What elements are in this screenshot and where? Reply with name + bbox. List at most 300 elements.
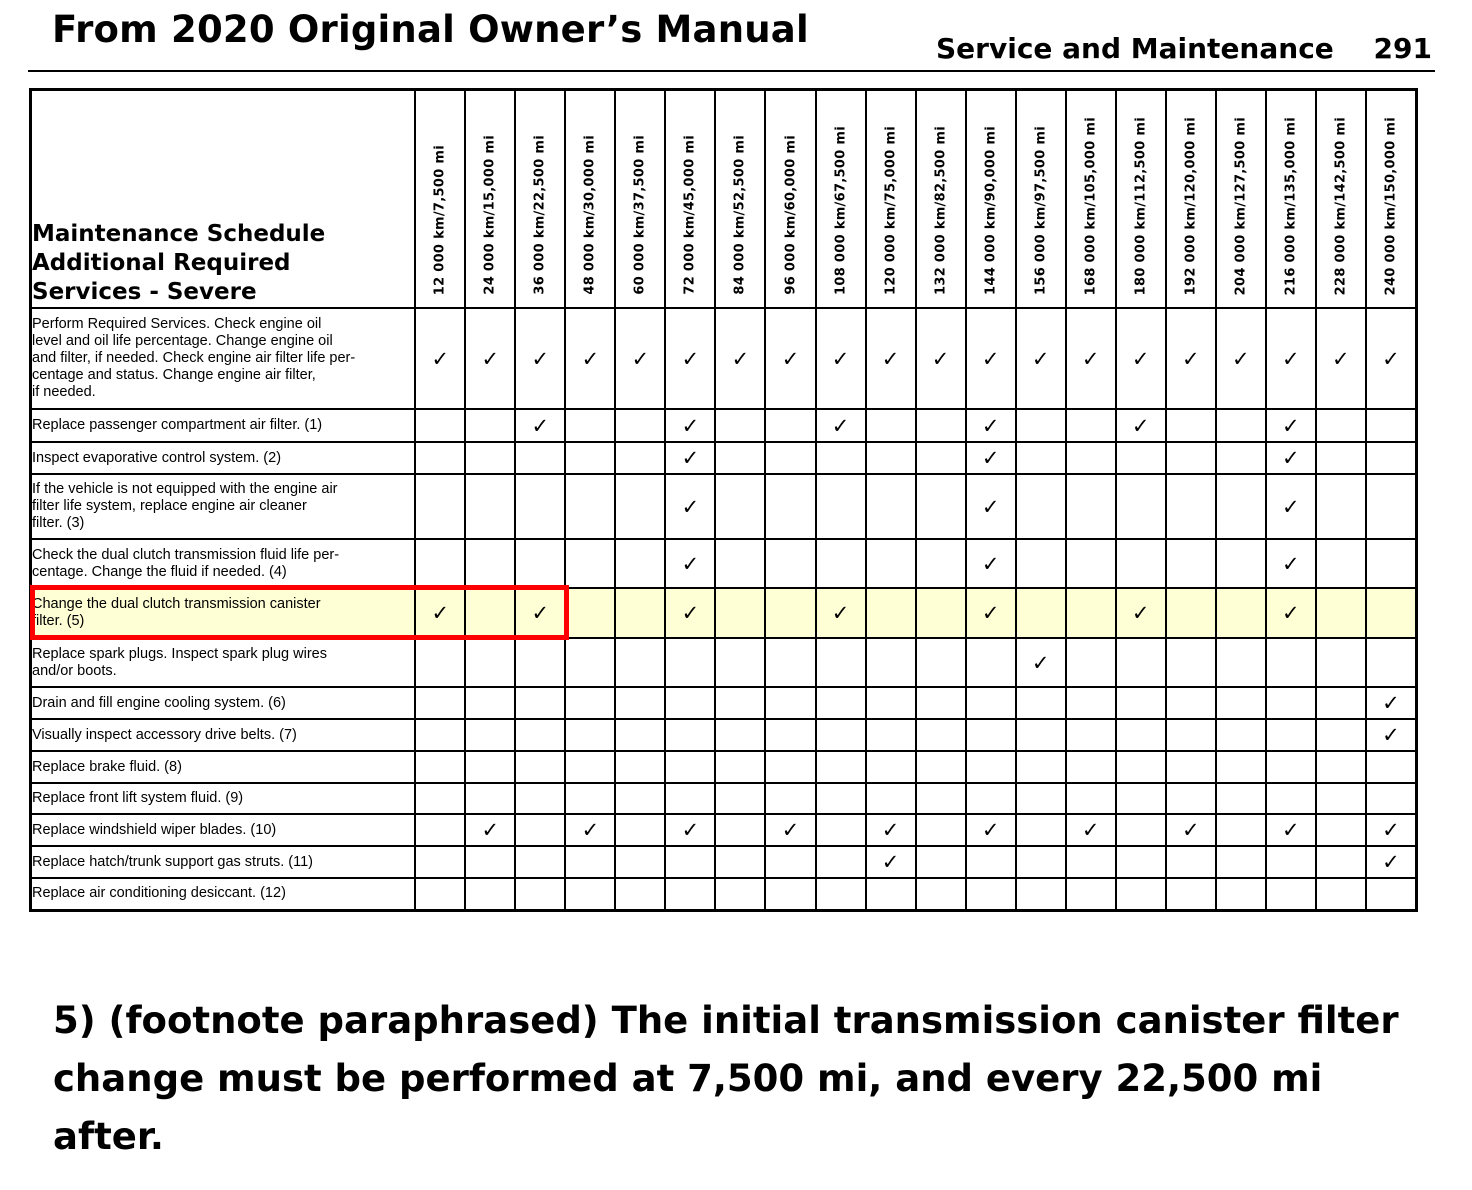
schedule-cell <box>1066 719 1116 751</box>
interval-label: 132 000 km/82,500 mi <box>933 126 949 295</box>
schedule-cell <box>916 719 966 751</box>
service-description <box>31 474 416 539</box>
schedule-cell <box>1166 751 1216 783</box>
schedule-cell <box>415 308 465 409</box>
schedule-cell <box>515 878 565 910</box>
check-mark-icon: ✓ <box>1382 850 1400 874</box>
schedule-cell <box>1166 308 1216 409</box>
check-mark-icon: ✓ <box>981 494 1000 519</box>
corner-line: Maintenance Schedule <box>32 221 326 247</box>
schedule-cell <box>1116 409 1166 442</box>
table-row <box>31 719 1417 751</box>
interval-header <box>1316 90 1366 309</box>
check-mark-icon: ✓ <box>1282 346 1300 371</box>
schedule-cell <box>615 783 665 814</box>
schedule-cell <box>1266 687 1316 719</box>
schedule-cell <box>715 442 765 474</box>
check-mark-icon: ✓ <box>881 850 900 874</box>
schedule-cell <box>816 638 866 687</box>
schedule-cell <box>715 878 765 910</box>
service-line: Replace brake fluid. (8) <box>32 758 182 775</box>
schedule-cell <box>1266 474 1316 539</box>
schedule-cell <box>866 878 916 910</box>
service-description <box>31 814 416 846</box>
check-mark-icon: ✓ <box>981 413 1000 438</box>
service-line: If the vehicle is not equipped with the engine air <box>32 481 338 497</box>
interval-label: 12 000 km/7,500 mi <box>432 144 448 295</box>
schedule-cell <box>1116 783 1166 814</box>
service-line: Drain and fill engine cooling system. (6) <box>32 694 286 711</box>
service-description <box>31 442 416 474</box>
schedule-cell <box>515 814 565 846</box>
schedule-cell <box>565 814 615 846</box>
maintenance-schedule-table <box>29 88 1418 912</box>
check-mark-icon: ✓ <box>831 346 850 371</box>
schedule-cell <box>615 638 665 687</box>
schedule-cell <box>1166 878 1216 910</box>
schedule-cell <box>515 751 565 783</box>
schedule-cell <box>1216 719 1266 751</box>
schedule-cell <box>916 878 966 910</box>
interval-label: 24 000 km/15,000 mi <box>482 135 498 295</box>
schedule-cell <box>765 878 815 910</box>
schedule-cell <box>465 719 515 751</box>
interval-header <box>615 90 665 309</box>
check-mark-icon: ✓ <box>1282 818 1300 842</box>
schedule-cell <box>615 474 665 539</box>
schedule-cell <box>415 687 465 719</box>
schedule-cell <box>1366 814 1417 846</box>
schedule-cell <box>1266 409 1316 442</box>
schedule-cell <box>1216 751 1266 783</box>
schedule-cell <box>1266 783 1316 814</box>
schedule-cell <box>1216 638 1266 687</box>
check-mark-icon: ✓ <box>981 446 1000 470</box>
schedule-cell <box>816 878 866 910</box>
schedule-cell <box>715 409 765 442</box>
schedule-cell <box>715 719 765 751</box>
interval-header <box>515 90 565 309</box>
schedule-cell <box>515 409 565 442</box>
schedule-cell <box>1016 783 1066 814</box>
schedule-cell <box>1066 308 1116 409</box>
interval-header <box>916 90 966 309</box>
service-description <box>31 588 416 638</box>
check-mark-icon: ✓ <box>1181 346 1200 371</box>
interval-header <box>415 90 465 309</box>
interval-header <box>715 90 765 309</box>
schedule-cell <box>1016 687 1066 719</box>
schedule-cell <box>1066 638 1116 687</box>
schedule-cell <box>1116 878 1166 910</box>
table-row <box>31 878 1417 910</box>
schedule-cell <box>465 846 515 878</box>
schedule-cell <box>966 814 1016 846</box>
service-line: Inspect evaporative control system. (2) <box>32 449 282 466</box>
document-title: From 2020 Original Owner’s Manual <box>52 8 809 51</box>
check-mark-icon: ✓ <box>681 551 700 576</box>
interval-label: 48 000 km/30,000 mi <box>582 135 598 295</box>
schedule-cell <box>1316 588 1366 638</box>
schedule-cell <box>515 308 565 409</box>
schedule-cell <box>415 751 465 783</box>
check-mark-icon: ✓ <box>1282 494 1300 519</box>
corner-line: Services - Severe <box>32 279 257 305</box>
schedule-cell <box>1316 638 1366 687</box>
schedule-cell <box>465 638 515 687</box>
service-line: Visually inspect accessory drive belts. (7) <box>32 726 297 743</box>
schedule-cell <box>816 539 866 588</box>
table-row <box>31 687 1417 719</box>
header-rule <box>28 70 1435 72</box>
table-row <box>31 638 1417 687</box>
schedule-cell <box>966 588 1016 638</box>
schedule-cell <box>565 588 615 638</box>
schedule-cell <box>715 588 765 638</box>
check-mark-icon: ✓ <box>681 413 700 438</box>
schedule-cell <box>415 442 465 474</box>
check-mark-icon: ✓ <box>431 346 450 371</box>
schedule-cell <box>565 687 615 719</box>
schedule-cell <box>465 751 515 783</box>
schedule-cell <box>1116 814 1166 846</box>
schedule-cell <box>1166 638 1216 687</box>
schedule-cell <box>1066 814 1116 846</box>
schedule-cell <box>765 638 815 687</box>
schedule-cell <box>816 442 866 474</box>
schedule-cell <box>1216 409 1266 442</box>
schedule-cell <box>615 409 665 442</box>
interval-label: 84 000 km/52,500 mi <box>732 135 748 295</box>
schedule-cell <box>615 878 665 910</box>
interval-label: 108 000 km/67,500 mi <box>833 126 849 295</box>
schedule-cell <box>665 814 715 846</box>
footnote-line: 5) (footnote paraphrased) The initial transmission canister filter <box>53 999 1399 1042</box>
schedule-cell <box>665 719 715 751</box>
check-mark-icon: ✓ <box>1282 551 1300 576</box>
schedule-cell <box>916 539 966 588</box>
table-row <box>31 751 1417 783</box>
schedule-cell <box>966 638 1016 687</box>
schedule-cell <box>415 409 465 442</box>
schedule-cell <box>1016 638 1066 687</box>
schedule-cell <box>1216 846 1266 878</box>
schedule-cell <box>1066 409 1116 442</box>
schedule-cell <box>1216 814 1266 846</box>
check-mark-icon: ✓ <box>1081 346 1100 371</box>
service-line: filter life system, replace engine air cleaner <box>32 498 307 514</box>
schedule-cell <box>515 442 565 474</box>
schedule-cell <box>866 588 916 638</box>
schedule-cell <box>1016 751 1066 783</box>
check-mark-icon: ✓ <box>681 346 700 371</box>
schedule-cell <box>916 409 966 442</box>
schedule-cell <box>1066 783 1116 814</box>
schedule-cell <box>1116 308 1166 409</box>
schedule-cell <box>1216 308 1266 409</box>
service-line: and filter, if needed. Check engine air filter life per- <box>32 350 356 366</box>
interval-label: 36 000 km/22,500 mi <box>532 135 548 295</box>
schedule-cell <box>1366 588 1417 638</box>
schedule-cell <box>916 308 966 409</box>
interval-label: 72 000 km/45,000 mi <box>682 135 698 295</box>
interval-label: 168 000 km/105,000 mi <box>1083 116 1099 295</box>
schedule-cell <box>1066 687 1116 719</box>
schedule-cell <box>715 751 765 783</box>
schedule-cell <box>1016 409 1066 442</box>
schedule-cell <box>465 442 515 474</box>
schedule-cell <box>515 539 565 588</box>
schedule-cell <box>1316 474 1366 539</box>
schedule-cell <box>916 474 966 539</box>
schedule-cell <box>465 539 515 588</box>
schedule-cell <box>615 719 665 751</box>
check-mark-icon: ✓ <box>831 413 850 438</box>
schedule-cell <box>715 687 765 719</box>
schedule-cell <box>916 846 966 878</box>
table-row <box>31 308 1417 409</box>
table-row <box>31 409 1417 442</box>
schedule-cell <box>966 409 1016 442</box>
schedule-cell <box>1266 878 1316 910</box>
interval-header <box>816 90 866 309</box>
interval-label: 60 000 km/37,500 mi <box>632 135 648 295</box>
interval-label: 120 000 km/75,000 mi <box>883 126 899 295</box>
schedule-cell <box>1316 719 1366 751</box>
check-mark-icon: ✓ <box>1382 723 1400 747</box>
table-row <box>31 783 1417 814</box>
check-mark-icon: ✓ <box>531 346 550 371</box>
schedule-cell <box>565 751 615 783</box>
service-line: Replace windshield wiper blades. (10) <box>32 821 277 838</box>
schedule-cell <box>765 814 815 846</box>
schedule-cell <box>765 846 815 878</box>
schedule-cell <box>565 846 615 878</box>
schedule-cell <box>1066 442 1116 474</box>
service-line: Change the dual clutch transmission canister <box>32 596 321 612</box>
schedule-cell <box>615 846 665 878</box>
schedule-cell <box>1166 783 1216 814</box>
schedule-cell <box>1116 687 1166 719</box>
schedule-cell <box>1216 588 1266 638</box>
schedule-cell <box>866 474 916 539</box>
interval-label: 156 000 km/97,500 mi <box>1033 126 1049 295</box>
schedule-cell <box>415 474 465 539</box>
schedule-cell <box>565 442 615 474</box>
schedule-cell <box>1316 846 1366 878</box>
schedule-cell <box>1166 588 1216 638</box>
schedule-cell <box>1166 687 1216 719</box>
table-row <box>31 814 1417 846</box>
service-line: Perform Required Services. Check engine oil <box>32 316 322 332</box>
schedule-cell <box>866 783 916 814</box>
schedule-cell <box>715 783 765 814</box>
schedule-cell <box>1366 474 1417 539</box>
schedule-cell <box>1316 878 1366 910</box>
schedule-cell <box>816 409 866 442</box>
schedule-cell <box>916 588 966 638</box>
schedule-cell <box>966 751 1016 783</box>
service-line: centage and status. Change engine air filter, <box>32 367 316 383</box>
schedule-cell <box>515 588 565 638</box>
schedule-cell <box>665 638 715 687</box>
schedule-cell <box>1366 878 1417 910</box>
schedule-cell <box>515 783 565 814</box>
interval-header <box>1016 90 1066 309</box>
schedule-cell <box>715 474 765 539</box>
schedule-cell <box>615 751 665 783</box>
schedule-cell <box>415 719 465 751</box>
schedule-cell <box>1166 474 1216 539</box>
schedule-cell <box>415 539 465 588</box>
schedule-cell <box>665 687 715 719</box>
schedule-cell <box>866 719 916 751</box>
schedule-cell <box>866 308 916 409</box>
check-mark-icon: ✓ <box>1031 650 1050 675</box>
schedule-cell <box>1316 308 1366 409</box>
schedule-cell <box>1066 846 1116 878</box>
schedule-cell <box>765 783 815 814</box>
schedule-cell <box>816 308 866 409</box>
check-mark-icon: ✓ <box>531 413 550 438</box>
service-line: Replace front lift system fluid. (9) <box>32 790 244 806</box>
interval-header <box>1116 90 1166 309</box>
schedule-cell <box>1066 588 1116 638</box>
interval-label: 240 000 km/150,000 mi <box>1383 116 1399 295</box>
interval-label: 204 000 km/127,500 mi <box>1233 116 1249 295</box>
check-mark-icon: ✓ <box>881 346 900 371</box>
check-mark-icon: ✓ <box>981 551 1000 576</box>
schedule-cell <box>765 308 815 409</box>
schedule-cell <box>916 687 966 719</box>
schedule-cell <box>465 814 515 846</box>
service-line: level and oil life percentage. Change engine oil <box>32 333 333 349</box>
check-mark-icon: ✓ <box>781 818 800 842</box>
service-description <box>31 638 416 687</box>
schedule-cell <box>1366 687 1417 719</box>
schedule-cell <box>565 539 615 588</box>
schedule-cell <box>515 687 565 719</box>
schedule-cell <box>465 783 515 814</box>
schedule-cell <box>665 783 715 814</box>
schedule-cell <box>665 588 715 638</box>
schedule-cell <box>966 846 1016 878</box>
schedule-cell <box>1266 308 1316 409</box>
schedule-cell <box>1366 308 1417 409</box>
schedule-cell <box>1166 846 1216 878</box>
service-description <box>31 846 416 878</box>
check-mark-icon: ✓ <box>581 818 600 842</box>
schedule-cell <box>1266 846 1316 878</box>
schedule-cell <box>866 539 916 588</box>
schedule-cell <box>816 474 866 539</box>
check-mark-icon: ✓ <box>981 346 1000 371</box>
section-title: Service and Maintenance <box>936 32 1334 65</box>
schedule-cell <box>465 687 515 719</box>
schedule-cell <box>1316 687 1366 719</box>
schedule-cell <box>966 783 1016 814</box>
check-mark-icon: ✓ <box>1081 818 1100 842</box>
schedule-cell <box>1066 474 1116 539</box>
schedule-cell <box>1316 409 1366 442</box>
interval-header <box>665 90 715 309</box>
check-mark-icon: ✓ <box>1282 601 1300 625</box>
schedule-cell <box>1016 539 1066 588</box>
schedule-cell <box>1016 814 1066 846</box>
service-description <box>31 719 416 751</box>
schedule-cell <box>565 308 615 409</box>
schedule-cell <box>916 442 966 474</box>
schedule-cell <box>816 751 866 783</box>
interval-label: 216 000 km/135,000 mi <box>1283 116 1299 295</box>
interval-label: 96 000 km/60,000 mi <box>783 135 798 295</box>
schedule-cell <box>565 638 615 687</box>
schedule-cell <box>966 474 1016 539</box>
schedule-cell <box>415 814 465 846</box>
check-mark-icon: ✓ <box>681 446 700 470</box>
schedule-cell <box>816 588 866 638</box>
schedule-cell <box>1266 814 1316 846</box>
schedule-cell <box>1366 409 1417 442</box>
schedule-cell <box>765 588 815 638</box>
check-mark-icon: ✓ <box>1131 413 1150 438</box>
schedule-cell <box>1366 442 1417 474</box>
schedule-cell <box>816 687 866 719</box>
interval-header <box>1166 90 1216 309</box>
schedule-cell <box>715 539 765 588</box>
interval-header <box>1216 90 1266 309</box>
interval-header <box>1366 90 1417 309</box>
schedule-cell <box>1116 846 1166 878</box>
service-description <box>31 308 416 409</box>
schedule-cell <box>565 719 615 751</box>
check-mark-icon: ✓ <box>981 601 1000 625</box>
schedule-cell <box>1316 442 1366 474</box>
interval-header <box>565 90 615 309</box>
service-line: filter. (5) <box>32 613 85 629</box>
schedule-cell <box>465 878 515 910</box>
table-row <box>31 474 1417 539</box>
schedule-cell <box>1216 539 1266 588</box>
interval-label: 192 000 km/120,000 mi <box>1183 116 1199 295</box>
schedule-cell <box>1016 846 1066 878</box>
schedule-cell <box>1216 474 1266 539</box>
schedule-cell <box>866 442 916 474</box>
service-line: if needed. <box>32 384 96 400</box>
check-mark-icon: ✓ <box>1131 346 1150 371</box>
schedule-cell <box>1016 719 1066 751</box>
schedule-cell <box>816 719 866 751</box>
schedule-cell <box>1366 846 1417 878</box>
check-mark-icon: ✓ <box>931 346 950 371</box>
interval-label: 180 000 km/112,500 mi <box>1133 116 1149 295</box>
schedule-cell <box>615 442 665 474</box>
schedule-cell <box>415 588 465 638</box>
schedule-cell <box>765 539 815 588</box>
schedule-cell <box>866 814 916 846</box>
service-line: and/or boots. <box>32 662 117 679</box>
interval-label: 144 000 km/90,000 mi <box>983 126 999 295</box>
schedule-cell <box>665 751 715 783</box>
check-mark-icon: ✓ <box>1181 818 1200 842</box>
schedule-cell <box>415 783 465 814</box>
schedule-cell <box>715 308 765 409</box>
schedule-cell <box>415 878 465 910</box>
schedule-cell <box>515 846 565 878</box>
schedule-cell <box>816 846 866 878</box>
service-description <box>31 878 416 910</box>
schedule-cell <box>515 474 565 539</box>
